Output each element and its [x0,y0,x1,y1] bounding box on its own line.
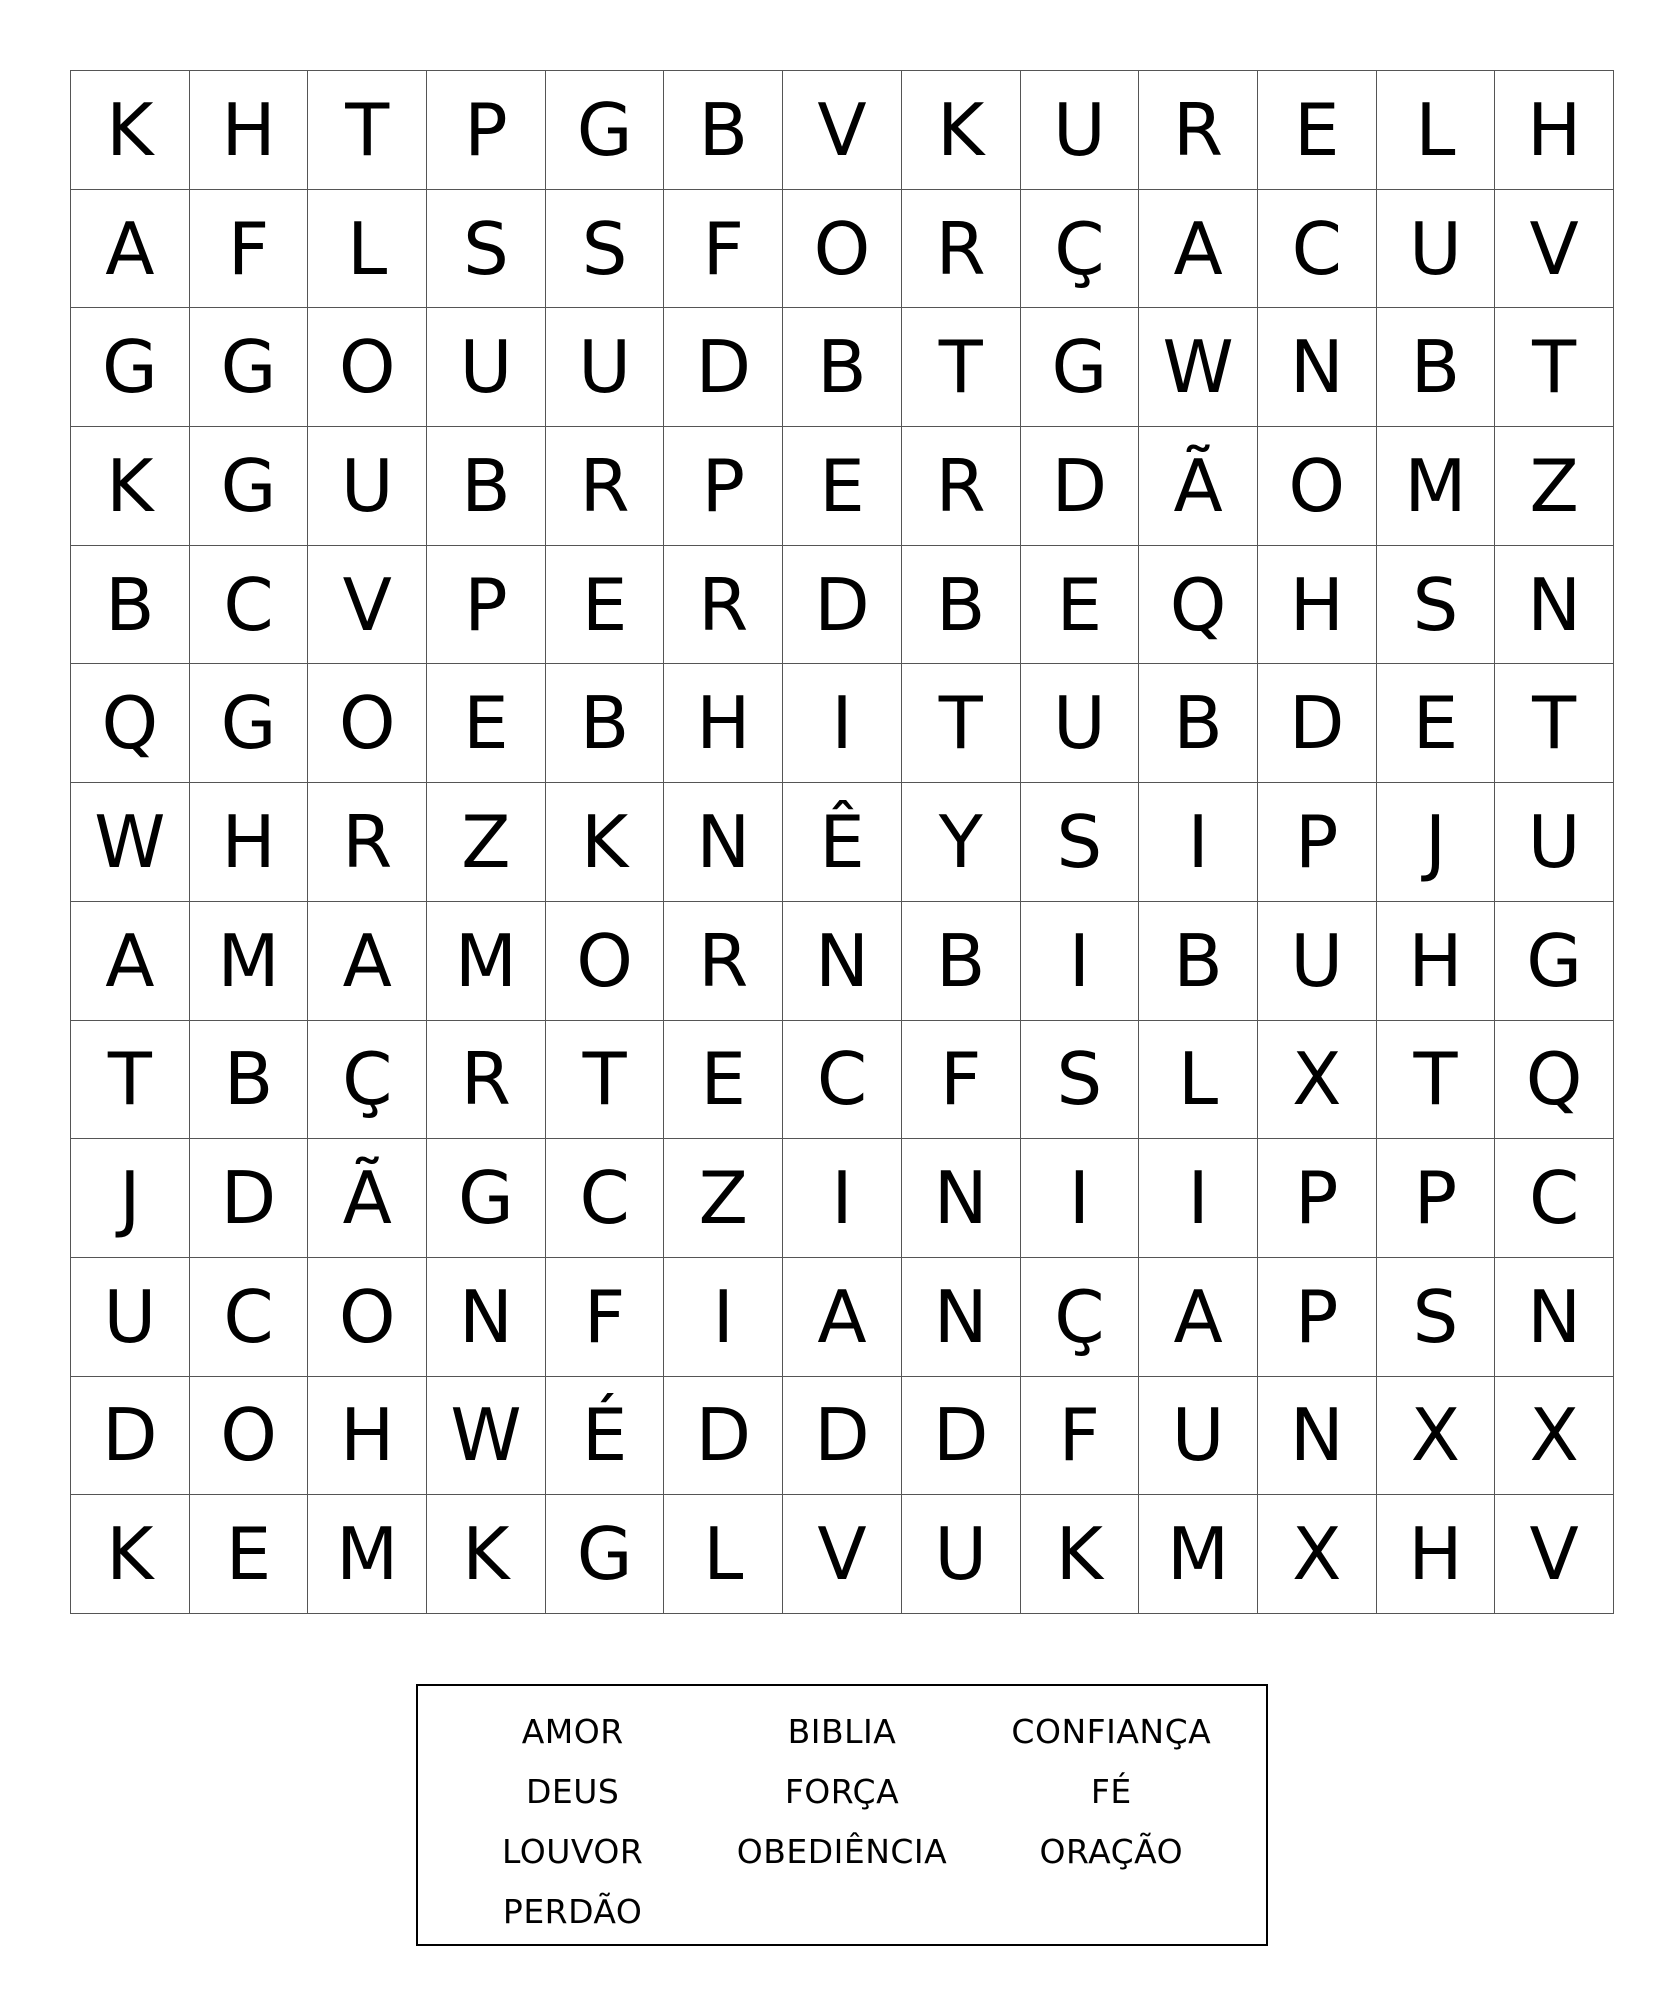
word-list-item: FÉ [1090,1772,1132,1811]
grid-cell[interactable]: A [1139,190,1258,309]
grid-cell[interactable]: X [1258,1495,1377,1614]
grid-cell[interactable]: K [71,1495,190,1614]
grid-cell[interactable]: R [1139,71,1258,190]
grid-cell[interactable]: N [664,783,783,902]
grid-cell[interactable]: T [71,1021,190,1140]
grid-cell[interactable]: L [1377,71,1496,190]
grid-cell[interactable]: I [783,664,902,783]
grid-cell[interactable]: S [1021,1021,1140,1140]
grid-cell[interactable]: R [902,190,1021,309]
grid-cell[interactable]: B [546,664,665,783]
grid-cell[interactable]: K [1021,1495,1140,1614]
grid-cell[interactable]: K [902,71,1021,190]
grid-cell[interactable]: U [1377,190,1496,309]
grid-cell[interactable]: A [71,190,190,309]
grid-cell[interactable]: D [783,546,902,665]
grid-cell[interactable]: R [664,902,783,1021]
grid-cell[interactable]: U [427,308,546,427]
grid-cell[interactable]: O [546,902,665,1021]
grid-cell[interactable]: S [1377,546,1496,665]
grid-cell[interactable]: P [664,427,783,546]
grid-cell[interactable]: H [1495,71,1614,190]
word-list-item: ORAÇÃO [1039,1832,1184,1871]
grid-cell[interactable]: A [71,902,190,1021]
grid-cell[interactable]: N [902,1139,1021,1258]
grid-cell[interactable]: I [1021,1139,1140,1258]
grid-cell[interactable]: É [546,1377,665,1496]
word-list-item: FORÇA [784,1772,900,1811]
grid-cell[interactable]: Z [1495,427,1614,546]
grid-cell[interactable]: L [1139,1021,1258,1140]
grid-cell[interactable]: G [546,1495,665,1614]
grid-cell[interactable]: O [1258,427,1377,546]
grid-cell[interactable]: D [664,1377,783,1496]
grid-cell[interactable]: A [308,902,427,1021]
grid-cell[interactable]: O [308,664,427,783]
grid-cell[interactable]: E [1258,71,1377,190]
word-list-item: LOUVOR [502,1832,644,1871]
grid-cell[interactable]: D [664,308,783,427]
grid-cell[interactable]: D [71,1377,190,1496]
grid-cell[interactable]: G [546,71,665,190]
grid-cell[interactable]: F [902,1021,1021,1140]
grid-cell[interactable]: T [1495,308,1614,427]
grid-cell[interactable]: B [71,546,190,665]
grid-cell[interactable]: K [546,783,665,902]
grid-cell[interactable]: J [71,1139,190,1258]
grid-cell[interactable]: F [546,1258,665,1377]
grid-cell[interactable]: O [308,308,427,427]
grid-cell[interactable]: U [1258,902,1377,1021]
grid-cell[interactable]: R [902,427,1021,546]
grid-cell[interactable]: J [1377,783,1496,902]
grid-cell[interactable]: N [1495,1258,1614,1377]
grid-cell[interactable]: U [71,1258,190,1377]
grid-cell[interactable]: U [546,308,665,427]
grid-cell[interactable]: H [1377,1495,1496,1614]
grid-cell[interactable]: Y [902,783,1021,902]
grid-cell[interactable]: E [546,546,665,665]
grid-cell[interactable]: E [1377,664,1496,783]
grid-cell[interactable]: C [190,1258,309,1377]
grid-cell[interactable]: L [308,190,427,309]
grid-cell[interactable]: G [190,427,309,546]
grid-cell[interactable]: M [427,902,546,1021]
grid-cell[interactable]: V [783,71,902,190]
grid-cell[interactable]: V [1495,1495,1614,1614]
grid-cell[interactable]: E [1021,546,1140,665]
grid-cell[interactable]: P [1377,1139,1496,1258]
grid-cell[interactable]: I [1021,902,1140,1021]
grid-cell[interactable]: H [308,1377,427,1496]
grid-cell[interactable]: G [427,1139,546,1258]
grid-cell[interactable]: S [1377,1258,1496,1377]
grid-cell[interactable]: R [427,1021,546,1140]
grid-cell[interactable]: K [71,427,190,546]
word-list-column [977,1702,1246,1942]
grid-cell[interactable]: H [664,664,783,783]
grid-cell[interactable]: N [783,902,902,1021]
grid-cell[interactable]: P [1258,1139,1377,1258]
grid-cell[interactable]: W [1139,308,1258,427]
grid-cell[interactable]: T [1495,664,1614,783]
grid-cell[interactable]: E [427,664,546,783]
grid-cell[interactable]: D [190,1139,309,1258]
grid-cell[interactable]: B [1377,308,1496,427]
grid-cell[interactable]: B [902,902,1021,1021]
grid-cell[interactable]: M [1139,1495,1258,1614]
grid-cell[interactable]: G [190,308,309,427]
grid-cell[interactable]: G [71,308,190,427]
grid-cell[interactable]: H [1377,902,1496,1021]
grid-cell[interactable]: I [1139,783,1258,902]
grid-cell[interactable]: S [1021,783,1140,902]
grid-cell[interactable]: C [546,1139,665,1258]
word-list [416,1684,1268,1946]
grid-cell[interactable]: B [427,427,546,546]
grid-cell[interactable]: O [308,1258,427,1377]
grid-cell[interactable]: B [783,308,902,427]
grid-cell[interactable]: D [902,1377,1021,1496]
grid-cell[interactable]: D [1021,427,1140,546]
grid-cell[interactable]: S [546,190,665,309]
grid-cell[interactable]: W [71,783,190,902]
grid-cell[interactable]: L [664,1495,783,1614]
grid-cell[interactable]: F [664,190,783,309]
grid-cell[interactable]: M [190,902,309,1021]
grid-cell[interactable]: I [664,1258,783,1377]
grid-cell[interactable]: U [1021,664,1140,783]
grid-cell[interactable]: Q [1139,546,1258,665]
grid-cell[interactable]: N [902,1258,1021,1377]
grid-cell[interactable]: N [1495,546,1614,665]
grid-cell[interactable]: Q [1495,1021,1614,1140]
grid-cell[interactable]: D [783,1377,902,1496]
grid-cell[interactable]: E [190,1495,309,1614]
grid-cell[interactable]: P [1258,1258,1377,1377]
grid-cell[interactable]: K [427,1495,546,1614]
grid-cell[interactable]: P [427,546,546,665]
grid-cell[interactable]: B [1139,902,1258,1021]
word-list-item: DEUS [525,1772,620,1811]
grid-cell[interactable]: T [546,1021,665,1140]
grid-cell[interactable]: X [1377,1377,1496,1496]
grid-cell[interactable]: Ã [308,1139,427,1258]
grid-cell[interactable]: Ç [308,1021,427,1140]
grid-cell[interactable]: I [783,1139,902,1258]
grid-cell[interactable]: U [902,1495,1021,1614]
grid-cell[interactable]: U [1021,71,1140,190]
grid-cell[interactable]: M [308,1495,427,1614]
word-list-item: AMOR [521,1712,624,1751]
grid-cell[interactable]: H [1258,546,1377,665]
grid-cell[interactable]: A [783,1258,902,1377]
grid-cell[interactable]: G [1021,308,1140,427]
grid-cell[interactable]: G [1495,902,1614,1021]
grid-cell[interactable]: T [902,308,1021,427]
grid-cell[interactable]: K [71,71,190,190]
word-list-item: CONFIANÇA [1011,1712,1212,1751]
grid-cell[interactable]: B [190,1021,309,1140]
grid-cell[interactable]: B [1139,664,1258,783]
grid-cell[interactable]: F [190,190,309,309]
grid-cell[interactable]: U [308,427,427,546]
letter-grid [70,70,1614,1614]
grid-cell[interactable]: R [308,783,427,902]
grid-cell[interactable]: Z [427,783,546,902]
word-list-item: BIBLIA [787,1712,897,1751]
grid-cell[interactable]: Ê [783,783,902,902]
word-list-column [438,1702,707,1942]
grid-cell[interactable]: O [190,1377,309,1496]
grid-cell[interactable]: U [1495,783,1614,902]
grid-cell[interactable]: P [427,71,546,190]
grid-cell[interactable]: W [427,1377,546,1496]
word-list-column [707,1702,976,1942]
grid-cell[interactable]: T [1377,1021,1496,1140]
grid-cell[interactable]: B [902,546,1021,665]
grid-cell[interactable]: A [1139,1258,1258,1377]
grid-cell[interactable]: U [1139,1377,1258,1496]
grid-cell[interactable]: C [783,1021,902,1140]
grid-cell[interactable]: Ç [1021,190,1140,309]
grid-cell[interactable]: R [546,427,665,546]
grid-cell[interactable]: H [190,71,309,190]
grid-cell[interactable]: T [308,71,427,190]
grid-cell[interactable]: T [902,664,1021,783]
grid-cell[interactable]: C [190,546,309,665]
grid-cell[interactable]: I [1139,1139,1258,1258]
grid-cell[interactable]: X [1495,1377,1614,1496]
grid-cell[interactable]: N [1258,308,1377,427]
grid-cell[interactable]: X [1258,1021,1377,1140]
grid-cell[interactable]: Ã [1139,427,1258,546]
grid-cell[interactable]: O [783,190,902,309]
grid-cell[interactable]: C [1258,190,1377,309]
grid-cell[interactable]: Ç [1021,1258,1140,1377]
grid-cell[interactable]: N [1258,1377,1377,1496]
grid-cell[interactable]: D [1258,664,1377,783]
grid-cell[interactable]: V [783,1495,902,1614]
word-list-item: PERDÃO [502,1892,643,1931]
grid-cell[interactable]: M [1377,427,1496,546]
grid-cell[interactable]: B [664,71,783,190]
grid-cell[interactable]: E [664,1021,783,1140]
grid-cell[interactable]: F [1021,1377,1140,1496]
grid-cell[interactable]: P [1258,783,1377,902]
grid-cell[interactable]: V [1495,190,1614,309]
grid-cell[interactable]: E [783,427,902,546]
grid-cell[interactable]: Z [664,1139,783,1258]
grid-cell[interactable]: N [427,1258,546,1377]
grid-cell[interactable]: S [427,190,546,309]
grid-cell[interactable]: C [1495,1139,1614,1258]
grid-cell[interactable]: R [664,546,783,665]
word-list-item: OBEDIÊNCIA [736,1832,948,1871]
grid-cell[interactable]: Q [71,664,190,783]
grid-cell[interactable]: V [308,546,427,665]
grid-cell[interactable]: H [190,783,309,902]
grid-cell[interactable]: G [190,664,309,783]
